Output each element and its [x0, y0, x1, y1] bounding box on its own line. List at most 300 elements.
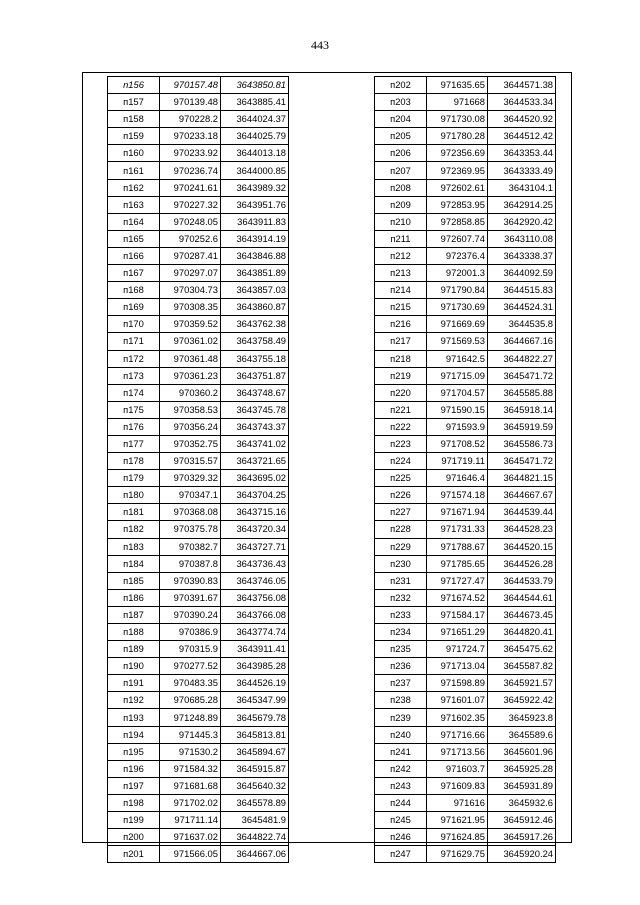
point-name-cell: п206: [375, 145, 427, 162]
point-name-cell: п191: [108, 675, 160, 692]
table-row: [108, 282, 289, 299]
point-name-cell: п247: [375, 846, 427, 863]
y-coordinate-cell: 3644000.85: [221, 162, 289, 179]
x-coordinate-cell: 971642.5: [427, 350, 488, 367]
y-coordinate-cell: 3643338.37: [488, 247, 556, 264]
table-row: [108, 470, 289, 487]
y-coordinate-cell: 3644025.79: [221, 128, 289, 145]
x-coordinate-cell: 970304.73: [160, 282, 221, 299]
x-coordinate-cell: 971681.68: [160, 777, 221, 794]
y-coordinate-cell: 3644524.31: [488, 299, 556, 316]
table-row: [108, 418, 289, 435]
point-name-cell: п189: [108, 641, 160, 658]
x-coordinate-cell: 971668: [427, 94, 488, 111]
y-coordinate-cell: 3643353.44: [488, 145, 556, 162]
table-row: [108, 692, 289, 709]
y-coordinate-cell: 3643985.28: [221, 658, 289, 675]
point-name-cell: п229: [375, 538, 427, 555]
table-row: [108, 453, 289, 470]
y-coordinate-cell: 3643755.18: [221, 350, 289, 367]
coordinates-table-left: [107, 76, 289, 863]
x-coordinate-cell: 971731.33: [427, 521, 488, 538]
x-coordinate-cell: 971574.18: [427, 487, 488, 504]
x-coordinate-cell: 971590.15: [427, 401, 488, 418]
y-coordinate-cell: 3645918.14: [488, 401, 556, 418]
table-row: [108, 760, 289, 777]
table-row: [108, 743, 289, 760]
y-coordinate-cell: 3644526.28: [488, 555, 556, 572]
y-coordinate-cell: 3645471.72: [488, 367, 556, 384]
table-row: [108, 111, 289, 128]
y-coordinate-cell: 3644667.06: [221, 846, 289, 863]
x-coordinate-cell: 970252.6: [160, 230, 221, 247]
point-name-cell: п171: [108, 333, 160, 350]
y-coordinate-cell: 3644535.8: [488, 316, 556, 333]
table-row: [375, 572, 556, 589]
point-name-cell: п159: [108, 128, 160, 145]
point-name-cell: п217: [375, 333, 427, 350]
table-row: [108, 846, 289, 863]
y-coordinate-cell: 3643762.38: [221, 316, 289, 333]
y-coordinate-cell: 3645813.81: [221, 726, 289, 743]
table-row: [375, 675, 556, 692]
point-name-cell: п161: [108, 162, 160, 179]
point-name-cell: п192: [108, 692, 160, 709]
y-coordinate-cell: 3643704.25: [221, 487, 289, 504]
x-coordinate-cell: 971629.75: [427, 846, 488, 863]
y-coordinate-cell: 3645919.59: [488, 418, 556, 435]
table-row: [108, 658, 289, 675]
x-coordinate-cell: 971602.35: [427, 709, 488, 726]
y-coordinate-cell: 3645586.73: [488, 435, 556, 452]
y-coordinate-cell: 3644092.59: [488, 265, 556, 282]
table-frame: [82, 72, 572, 860]
point-name-cell: п190: [108, 658, 160, 675]
table-row: [375, 521, 556, 538]
y-coordinate-cell: 3643774.74: [221, 624, 289, 641]
table-row: [375, 418, 556, 435]
point-name-cell: п174: [108, 384, 160, 401]
x-coordinate-cell: 970329.32: [160, 470, 221, 487]
table-row: [375, 384, 556, 401]
x-coordinate-cell: 971674.52: [427, 589, 488, 606]
x-coordinate-cell: 971708.52: [427, 435, 488, 452]
table-row: [375, 230, 556, 247]
table-row: [108, 777, 289, 794]
y-coordinate-cell: 3643727.71: [221, 538, 289, 555]
point-name-cell: п227: [375, 504, 427, 521]
x-coordinate-cell: 972001.3: [427, 265, 488, 282]
table-row: [108, 624, 289, 641]
point-name-cell: п218: [375, 350, 427, 367]
point-name-cell: п231: [375, 572, 427, 589]
table-row: [375, 760, 556, 777]
table-row: [108, 794, 289, 811]
y-coordinate-cell: 3644820.41: [488, 624, 556, 641]
y-coordinate-cell: 3644528.23: [488, 521, 556, 538]
x-coordinate-cell: 970359.52: [160, 316, 221, 333]
y-coordinate-cell: 3645932.6: [488, 794, 556, 811]
x-coordinate-cell: 971730.08: [427, 111, 488, 128]
x-coordinate-cell: 972853.95: [427, 196, 488, 213]
coordinates-table-right: [374, 76, 556, 863]
y-coordinate-cell: 3643911.41: [221, 641, 289, 658]
point-name-cell: п199: [108, 812, 160, 829]
y-coordinate-cell: 3643748.67: [221, 384, 289, 401]
table-row: [375, 111, 556, 128]
y-coordinate-cell: 3644533.34: [488, 94, 556, 111]
y-coordinate-cell: 3643333.49: [488, 162, 556, 179]
point-name-cell: п179: [108, 470, 160, 487]
x-coordinate-cell: 970382.7: [160, 538, 221, 555]
y-coordinate-cell: 3644533.79: [488, 572, 556, 589]
x-coordinate-cell: 970360.2: [160, 384, 221, 401]
y-coordinate-cell: 3644539.44: [488, 504, 556, 521]
table-row: [108, 401, 289, 418]
x-coordinate-cell: 971788.67: [427, 538, 488, 555]
table-row: [375, 196, 556, 213]
point-name-cell: п221: [375, 401, 427, 418]
table-row: [375, 128, 556, 145]
x-coordinate-cell: 970233.92: [160, 145, 221, 162]
y-coordinate-cell: 3645923.8: [488, 709, 556, 726]
x-coordinate-cell: 970315.9: [160, 641, 221, 658]
point-name-cell: п160: [108, 145, 160, 162]
table-row: [108, 641, 289, 658]
x-coordinate-cell: 970386.9: [160, 624, 221, 641]
x-coordinate-cell: 971601.07: [427, 692, 488, 709]
x-coordinate-cell: 972356.69: [427, 145, 488, 162]
x-coordinate-cell: 970361.23: [160, 367, 221, 384]
table-row: [108, 145, 289, 162]
y-coordinate-cell: 3645587.82: [488, 658, 556, 675]
point-name-cell: п182: [108, 521, 160, 538]
x-coordinate-cell: 971713.56: [427, 743, 488, 760]
x-coordinate-cell: 971248.89: [160, 709, 221, 726]
x-coordinate-cell: 970228.2: [160, 111, 221, 128]
page-number: 443: [311, 38, 329, 52]
y-coordinate-cell: 3645925.28: [488, 760, 556, 777]
point-name-cell: п222: [375, 418, 427, 435]
x-coordinate-cell: 971635.65: [427, 77, 488, 94]
x-coordinate-cell: 971719.11: [427, 453, 488, 470]
y-coordinate-cell: 3644667.67: [488, 487, 556, 504]
point-name-cell: п186: [108, 589, 160, 606]
x-coordinate-cell: 970368.08: [160, 504, 221, 521]
y-coordinate-cell: 3643721.65: [221, 453, 289, 470]
frame-top-rule: [83, 72, 571, 73]
table-row: [108, 521, 289, 538]
x-coordinate-cell: 971780.28: [427, 128, 488, 145]
table-row: [375, 333, 556, 350]
point-name-cell: п169: [108, 299, 160, 316]
table-row: [108, 247, 289, 264]
point-name-cell: п238: [375, 692, 427, 709]
y-coordinate-cell: 3644013.18: [221, 145, 289, 162]
point-name-cell: п172: [108, 350, 160, 367]
table-row: [375, 401, 556, 418]
table-row: [108, 367, 289, 384]
x-coordinate-cell: 972376.4: [427, 247, 488, 264]
point-name-cell: п234: [375, 624, 427, 641]
table-row: [375, 846, 556, 863]
table-row: [375, 367, 556, 384]
x-coordinate-cell: 970248.05: [160, 213, 221, 230]
x-coordinate-cell: 971790.84: [427, 282, 488, 299]
y-coordinate-cell: 3643857.03: [221, 282, 289, 299]
y-coordinate-cell: 3643720.34: [221, 521, 289, 538]
y-coordinate-cell: 3644520.92: [488, 111, 556, 128]
table-row: [108, 213, 289, 230]
y-coordinate-cell: 3643850.81: [221, 77, 289, 94]
point-name-cell: п240: [375, 726, 427, 743]
point-name-cell: п194: [108, 726, 160, 743]
x-coordinate-cell: 972369.95: [427, 162, 488, 179]
x-coordinate-cell: 970390.24: [160, 606, 221, 623]
point-name-cell: п193: [108, 709, 160, 726]
table-row: [375, 658, 556, 675]
y-coordinate-cell: 3644822.74: [221, 829, 289, 846]
point-name-cell: п177: [108, 435, 160, 452]
x-coordinate-cell: 970356.24: [160, 418, 221, 435]
x-coordinate-cell: 970375.78: [160, 521, 221, 538]
x-coordinate-cell: 971569.53: [427, 333, 488, 350]
point-name-cell: п167: [108, 265, 160, 282]
point-name-cell: п215: [375, 299, 427, 316]
point-name-cell: п185: [108, 572, 160, 589]
table-row: [108, 179, 289, 196]
y-coordinate-cell: 3645931.89: [488, 777, 556, 794]
point-name-cell: п168: [108, 282, 160, 299]
x-coordinate-cell: 971445.3: [160, 726, 221, 743]
y-coordinate-cell: 3643766.08: [221, 606, 289, 623]
x-coordinate-cell: 971584.17: [427, 606, 488, 623]
table-row: [375, 777, 556, 794]
y-coordinate-cell: 3644571.38: [488, 77, 556, 94]
y-coordinate-cell: 3643715.16: [221, 504, 289, 521]
table-row: [375, 282, 556, 299]
x-coordinate-cell: 970387.8: [160, 555, 221, 572]
y-coordinate-cell: 3643846.88: [221, 247, 289, 264]
point-name-cell: п208: [375, 179, 427, 196]
y-coordinate-cell: 3643695.02: [221, 470, 289, 487]
x-coordinate-cell: 970352.75: [160, 435, 221, 452]
x-coordinate-cell: 971716.66: [427, 726, 488, 743]
table-row: [375, 692, 556, 709]
point-name-cell: п187: [108, 606, 160, 623]
x-coordinate-cell: 971724.7: [427, 641, 488, 658]
point-name-cell: п224: [375, 453, 427, 470]
table-row: [375, 213, 556, 230]
table-row: [108, 265, 289, 282]
table-row: [375, 77, 556, 94]
table-row: [375, 709, 556, 726]
point-name-cell: п236: [375, 658, 427, 675]
table-row: [375, 641, 556, 658]
table-row: [108, 487, 289, 504]
point-name-cell: п230: [375, 555, 427, 572]
y-coordinate-cell: 3645481.9: [221, 812, 289, 829]
x-coordinate-cell: 970483.35: [160, 675, 221, 692]
y-coordinate-cell: 3643746.05: [221, 572, 289, 589]
point-name-cell: n156: [108, 77, 160, 94]
y-coordinate-cell: 3643911.83: [221, 213, 289, 230]
table-row: [108, 94, 289, 111]
y-coordinate-cell: 3645585.88: [488, 384, 556, 401]
y-coordinate-cell: 3645475.62: [488, 641, 556, 658]
table-row: [108, 333, 289, 350]
point-name-cell: п233: [375, 606, 427, 623]
x-coordinate-cell: 970236.74: [160, 162, 221, 179]
table-row: [375, 145, 556, 162]
point-name-cell: п226: [375, 487, 427, 504]
x-coordinate-cell: 971785.65: [427, 555, 488, 572]
table-row: [375, 435, 556, 452]
table-row: [375, 504, 556, 521]
y-coordinate-cell: 3643758.49: [221, 333, 289, 350]
x-coordinate-cell: 971704.57: [427, 384, 488, 401]
table-row: [108, 589, 289, 606]
y-coordinate-cell: 3644024.37: [221, 111, 289, 128]
point-name-cell: п195: [108, 743, 160, 760]
point-name-cell: п205: [375, 128, 427, 145]
table-row: [375, 487, 556, 504]
x-coordinate-cell: 972602.61: [427, 179, 488, 196]
y-coordinate-cell: 3645589.6: [488, 726, 556, 743]
point-name-cell: п210: [375, 213, 427, 230]
y-coordinate-cell: 3645921.57: [488, 675, 556, 692]
x-coordinate-cell: 971711.14: [160, 812, 221, 829]
y-coordinate-cell: 3643741.02: [221, 435, 289, 452]
point-name-cell: п188: [108, 624, 160, 641]
y-coordinate-cell: 3645912.46: [488, 812, 556, 829]
table-row: [108, 555, 289, 572]
table-row: [375, 453, 556, 470]
x-coordinate-cell: 970361.02: [160, 333, 221, 350]
x-coordinate-cell: 971669.69: [427, 316, 488, 333]
x-coordinate-cell: 971727.47: [427, 572, 488, 589]
table-row: [375, 624, 556, 641]
y-coordinate-cell: 3645915.87: [221, 760, 289, 777]
table-row: [375, 299, 556, 316]
x-coordinate-cell: 970347.1: [160, 487, 221, 504]
y-coordinate-cell: 3645347.99: [221, 692, 289, 709]
y-coordinate-cell: 3644667.16: [488, 333, 556, 350]
table-row: [108, 538, 289, 555]
point-name-cell: п214: [375, 282, 427, 299]
table-row: [375, 555, 556, 572]
y-coordinate-cell: 3643756.08: [221, 589, 289, 606]
point-name-cell: п223: [375, 435, 427, 452]
point-name-cell: п166: [108, 247, 160, 264]
x-coordinate-cell: 971651.29: [427, 624, 488, 641]
table-row: [375, 794, 556, 811]
point-name-cell: п207: [375, 162, 427, 179]
x-coordinate-cell: 971671.94: [427, 504, 488, 521]
y-coordinate-cell: 3644822.27: [488, 350, 556, 367]
x-coordinate-cell: 971584.32: [160, 760, 221, 777]
y-coordinate-cell: 3643989.32: [221, 179, 289, 196]
point-name-cell: п237: [375, 675, 427, 692]
point-name-cell: п225: [375, 470, 427, 487]
table-row: [375, 829, 556, 846]
x-coordinate-cell: 971715.09: [427, 367, 488, 384]
x-coordinate-cell: 971730.69: [427, 299, 488, 316]
point-name-cell: п244: [375, 794, 427, 811]
x-coordinate-cell: 970358.53: [160, 401, 221, 418]
point-name-cell: п212: [375, 247, 427, 264]
point-name-cell: п246: [375, 829, 427, 846]
table-row: [108, 435, 289, 452]
x-coordinate-cell: 970308.35: [160, 299, 221, 316]
x-coordinate-cell: 971624.85: [427, 829, 488, 846]
x-coordinate-cell: 971713.04: [427, 658, 488, 675]
x-coordinate-cell: 971603.7: [427, 760, 488, 777]
table-row: [108, 504, 289, 521]
point-name-cell: п198: [108, 794, 160, 811]
point-name-cell: п213: [375, 265, 427, 282]
point-name-cell: п158: [108, 111, 160, 128]
table-row: [375, 350, 556, 367]
y-coordinate-cell: 3645894.67: [221, 743, 289, 760]
y-coordinate-cell: 3644544.61: [488, 589, 556, 606]
table-row: [108, 77, 289, 94]
y-coordinate-cell: 3643736.43: [221, 555, 289, 572]
point-name-cell: п163: [108, 196, 160, 213]
y-coordinate-cell: 3642920.42: [488, 213, 556, 230]
y-coordinate-cell: 3644512.42: [488, 128, 556, 145]
point-name-cell: п180: [108, 487, 160, 504]
y-coordinate-cell: 3643751.87: [221, 367, 289, 384]
x-coordinate-cell: 970157.48: [160, 77, 221, 94]
point-name-cell: п184: [108, 555, 160, 572]
x-coordinate-cell: 971646.4: [427, 470, 488, 487]
y-coordinate-cell: 3643951.76: [221, 196, 289, 213]
x-coordinate-cell: 972858.85: [427, 213, 488, 230]
y-coordinate-cell: 3643860.87: [221, 299, 289, 316]
y-coordinate-cell: 3645578.89: [221, 794, 289, 811]
x-coordinate-cell: 971702.02: [160, 794, 221, 811]
y-coordinate-cell: 3645920.24: [488, 846, 556, 863]
table-row: [108, 709, 289, 726]
y-coordinate-cell: 3643104.1: [488, 179, 556, 196]
table-row: [108, 675, 289, 692]
point-name-cell: п170: [108, 316, 160, 333]
table-row: [108, 350, 289, 367]
point-name-cell: п162: [108, 179, 160, 196]
table-row: [375, 94, 556, 111]
table-row: [375, 316, 556, 333]
x-coordinate-cell: 970315.57: [160, 453, 221, 470]
point-name-cell: п243: [375, 777, 427, 794]
y-coordinate-cell: 3643914.19: [221, 230, 289, 247]
x-coordinate-cell: 971598.89: [427, 675, 488, 692]
x-coordinate-cell: 972607.74: [427, 230, 488, 247]
point-name-cell: п183: [108, 538, 160, 555]
y-coordinate-cell: 3643851.89: [221, 265, 289, 282]
point-name-cell: п204: [375, 111, 427, 128]
x-coordinate-cell: 970685.28: [160, 692, 221, 709]
table-row: [108, 299, 289, 316]
x-coordinate-cell: 971609.83: [427, 777, 488, 794]
point-name-cell: п202: [375, 77, 427, 94]
point-name-cell: п232: [375, 589, 427, 606]
table-row: [375, 179, 556, 196]
x-coordinate-cell: 971616: [427, 794, 488, 811]
table-row: [375, 606, 556, 623]
table-row: [375, 162, 556, 179]
x-coordinate-cell: 970361.48: [160, 350, 221, 367]
